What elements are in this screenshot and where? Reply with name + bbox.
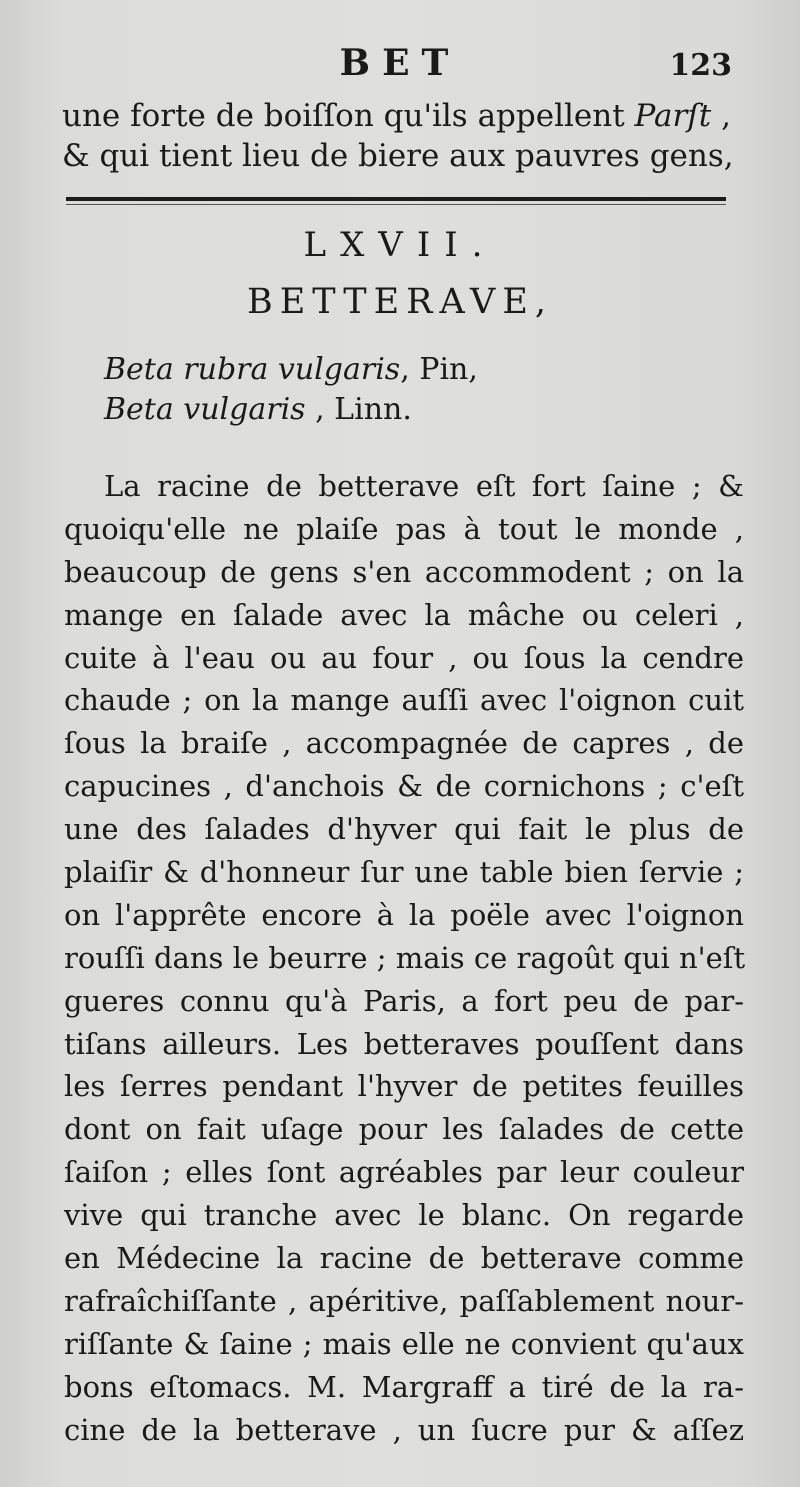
body-line: riſſante & ſaine ; mais elle ne convient qu'aux (64, 1326, 744, 1361)
body-line: les ſerres pendant l'hyver de petites feuilles (64, 1069, 744, 1104)
body-line: rouſſi dans le beurre ; mais ce ragoût qui n'eſt (64, 940, 746, 975)
body-line: mange en ſalade avec la mâche ou celeri , (64, 597, 744, 632)
synonym-line (104, 352, 478, 387)
body-line: capucines , d'anchois & de cornichons ; c'eſt (64, 769, 744, 804)
continuation-line-1 (62, 96, 734, 137)
body-line: La racine de betterave eſt fort ſaine ; & (104, 469, 744, 503)
body-line: plaiſir & d'honneur ſur une table bien ſervie ; (64, 855, 744, 890)
latin-name: Beta vulgaris (104, 392, 306, 427)
section-divider-thin (66, 204, 726, 205)
continuation-line-2: & qui tient lieu de biere aux pauvres gens, (62, 138, 734, 174)
body-line: quoiqu'elle ne plaiſe pas à tout le monde , (64, 511, 744, 546)
italic-term: Parſt (634, 98, 712, 134)
synonym-authority: , Pin, (400, 352, 478, 387)
body-line: gueres connu qu'à Paris, a fort peu de par- (64, 983, 744, 1018)
body-line: dont on fait uſage pour les ſalades de cette (64, 1112, 744, 1147)
body-line: ſous la braiſe , accompagnée de capres , de (64, 726, 744, 761)
body-line: ſaiſon ; elles ſont agréables par leur couleur (64, 1155, 744, 1190)
body-line: cuite à l'eau ou au four , ou ſous la cendre (64, 640, 744, 675)
synonym-line (104, 392, 412, 427)
body-line: tiſans ailleurs. Les betteraves pouſſent dans (64, 1026, 744, 1061)
body-line: en Médecine la racine de betterave comme (64, 1241, 744, 1276)
article-title: BETTERAVE, (247, 282, 553, 322)
latin-name: Beta rubra vulgaris (104, 352, 401, 387)
section-divider (66, 197, 726, 201)
synonym-authority: , Linn. (305, 392, 412, 427)
body-line: cine de la betterave , un ſucre pur & aſſez (64, 1412, 744, 1447)
running-head (0, 42, 800, 92)
article-number: LXVII. (303, 225, 497, 265)
body-line: bons eſtomacs. M. Margraff a tiré de la ra- (64, 1369, 744, 1404)
continuation-punct: , (711, 98, 731, 134)
body-line: rafraîchiſſante , apéritive, paſſablement nour- (64, 1283, 744, 1318)
body-line: beaucoup de gens s'en accommodent ; on la (64, 554, 744, 589)
page-number: 123 (669, 48, 732, 83)
body-line: chaude ; on la mange auſſi avec l'oignon cuit (64, 683, 744, 718)
body-line: on l'apprête encore à la poële avec l'oignon (64, 897, 744, 932)
running-head-title: BET (339, 42, 461, 84)
body-line: vive qui tranche avec le blanc. On regarde (64, 1198, 744, 1233)
article-body (64, 465, 744, 1451)
continuation-text: une forte de boiſſon qu'ils appellent (62, 98, 635, 134)
body-line: une des ſalades d'hyver qui fait le plus de (64, 812, 744, 847)
